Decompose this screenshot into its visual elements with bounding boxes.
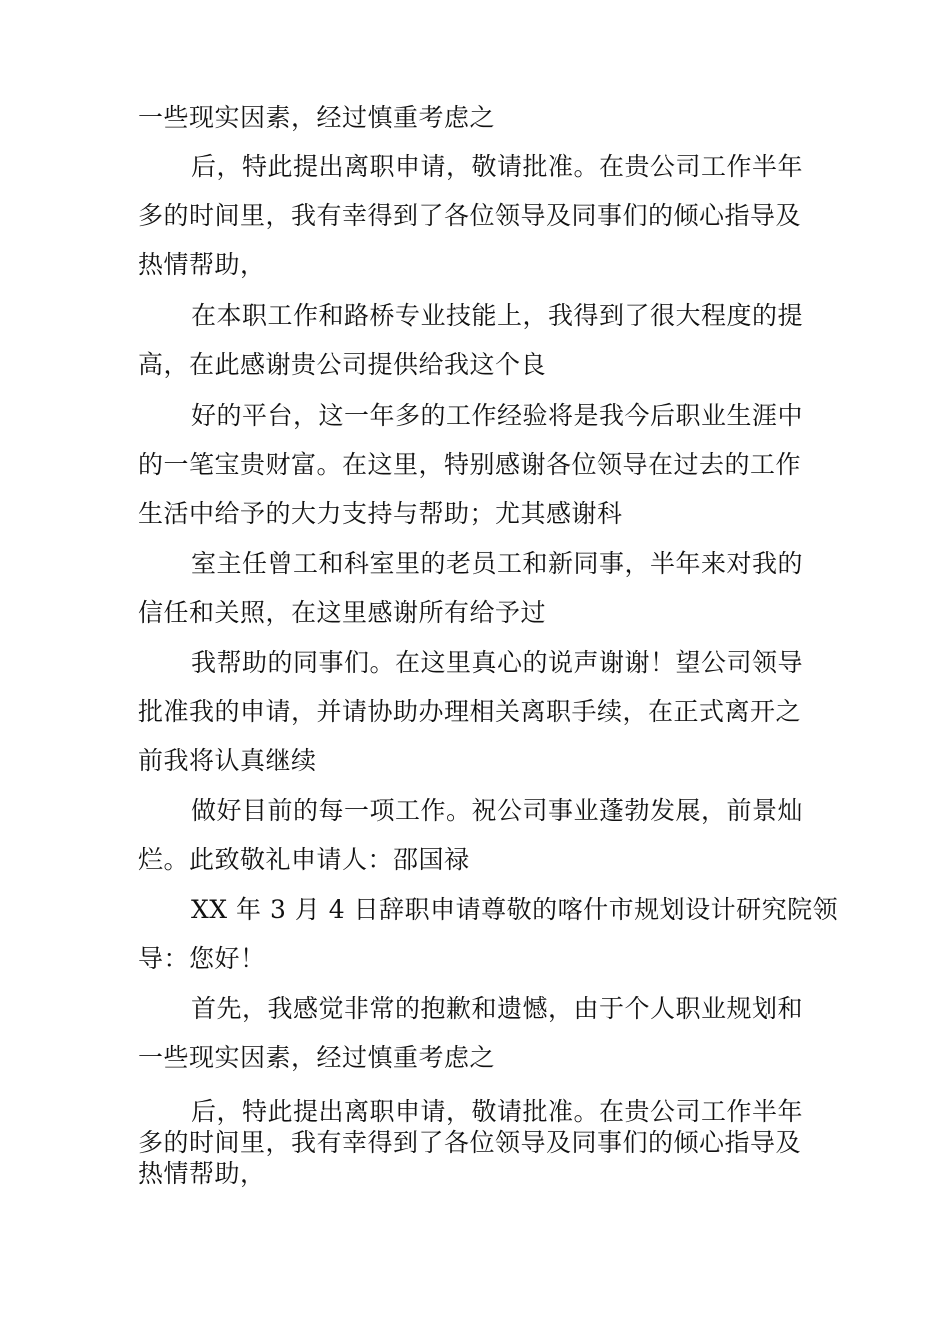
paragraph-9 [138, 984, 828, 1082]
text-line: 做好目前的每一项工作。祝公司事业蓬勃发展，前景灿 [191, 796, 804, 825]
text-line: 一些现实因素，经过慎重考虑之 [138, 1043, 496, 1072]
paragraph-8 [138, 885, 839, 983]
paragraph-10 [138, 1096, 828, 1189]
paragraph-7 [138, 786, 828, 884]
text-line: 前我将认真继续 [138, 746, 317, 775]
paragraph-5 [138, 539, 828, 637]
text-line: 热情帮助， [138, 250, 266, 279]
text-line: 在本职工作和路桥专业技能上，我得到了很大程度的提 [191, 301, 804, 330]
text-line: 批准我的申请，并请协助办理相关离职手续，在正式离开之 [138, 697, 802, 726]
text-line: 首先，我感觉非常的抱歉和遗憾，由于个人职业规划和 [191, 994, 804, 1023]
paragraph-1 [138, 93, 828, 142]
text-line: 高，在此感谢贵公司提供给我这个良 [138, 350, 547, 379]
paragraph-3 [138, 291, 828, 389]
text-line: 烂。此致敬礼申请人：邵国禄 [138, 845, 470, 874]
text-line: 一些现实因素，经过慎重考虑之 [138, 103, 496, 132]
text-line: 好的平台，这一年多的工作经验将是我今后职业生涯中 [191, 401, 804, 430]
text-line: 导：您好！ [138, 944, 266, 973]
text-line: 后，特此提出离职申请，敬请批准。在贵公司工作半年 [191, 1097, 804, 1126]
text-line: 后，特此提出离职申请，敬请批准。在贵公司工作半年 [191, 152, 804, 181]
text-line: 信任和关照，在这里感谢所有给予过 [138, 598, 547, 627]
text-line: XX 年 3 月 4 日辞职申请尊敬的喀什市规划设计研究院领 [191, 895, 839, 924]
paragraph-2 [138, 142, 828, 289]
text-line: 热情帮助， [138, 1159, 266, 1188]
text-line: 多的时间里，我有幸得到了各位领导及同事们的倾心指导及 [138, 201, 802, 230]
text-line: 我帮助的同事们。在这里真心的说声谢谢！望公司领导 [191, 648, 804, 677]
paragraph-6 [138, 638, 828, 785]
text-line: 的一笔宝贵财富。在这里，特别感谢各位领导在过去的工作 [138, 450, 802, 479]
text-line: 多的时间里，我有幸得到了各位领导及同事们的倾心指导及 [138, 1128, 802, 1157]
text-line: 生活中给予的大力支持与帮助；尤其感谢科 [138, 499, 623, 528]
text-line: 室主任曾工和科室里的老员工和新同事，半年来对我的 [191, 549, 804, 578]
paragraph-4 [138, 391, 828, 538]
